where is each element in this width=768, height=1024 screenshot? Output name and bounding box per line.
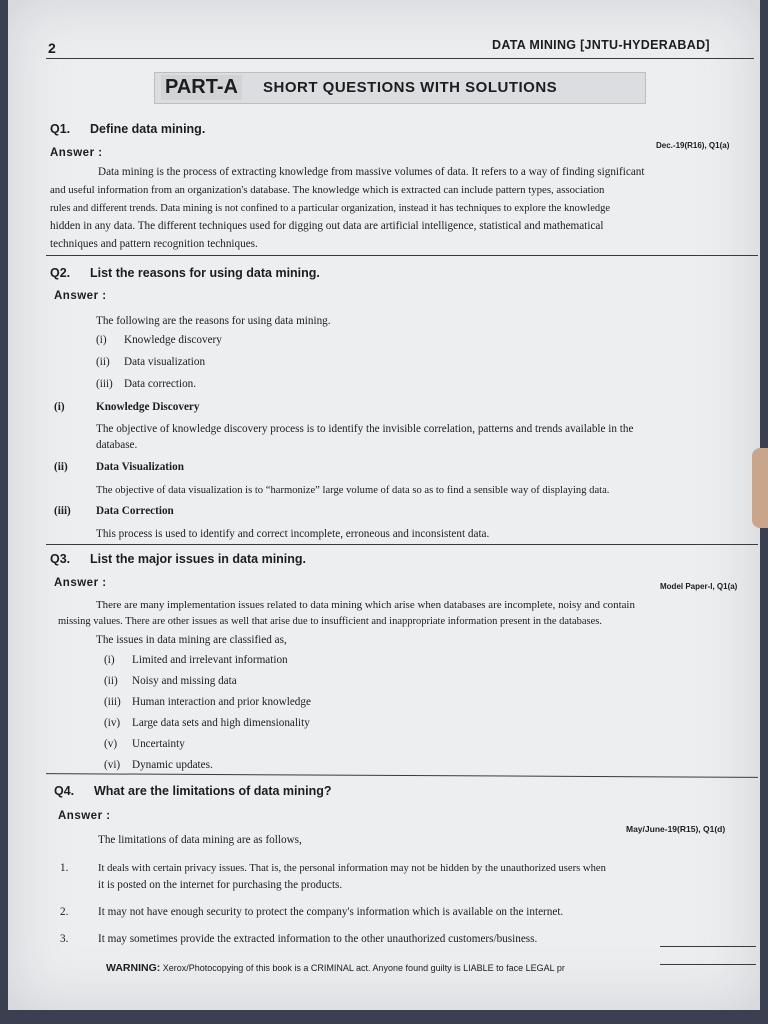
q2-answer-label: Answer :: [54, 290, 107, 302]
footer-warning: [106, 962, 565, 974]
q1-line: and useful information from an organization's database. The knowledge which is extracted can include pattern types, association: [50, 184, 605, 196]
list-item: (iv) Large data sets and high dimensionality: [104, 717, 310, 729]
q3-intro: The issues in data mining are classified as,: [96, 634, 287, 646]
q4-item-text: It deals with certain privacy issues. That is, the personal information may not be hidden by the unauthorized users when: [98, 863, 606, 874]
thumb-shadow: [752, 448, 768, 528]
list-item: (vi) Dynamic updates.: [104, 759, 213, 771]
q2-data-visualization-text: The objective of data visualization is to “harmonize” large volume of data so as to find a sensible way of displaying data.: [96, 485, 610, 496]
q1-answer-label: Answer :: [50, 147, 103, 159]
document-page: [8, 0, 760, 1010]
q2-subheading-data-visualization: (ii) Data Visualization: [54, 461, 184, 473]
q1-line: techniques and pattern recognition techniques.: [50, 238, 258, 250]
q1-line: Data mining is the process of extracting knowledge from massive volumes of data. It refers to a way of finding significant: [98, 166, 645, 178]
list-item: 1.: [60, 862, 69, 874]
q1-line: hidden in any data. The different techniques used for digging out data are artificial intelligence, statistical and mathematical: [50, 220, 604, 232]
q4-item-text: It may not have enough security to protect the company's information which is available on the internet.: [98, 906, 564, 918]
q2-knowledge-discovery-text: The objective of knowledge discovery process is to identify the invisible correlation, patterns and trends available in the: [96, 423, 634, 435]
q3-answer-line: There are many implementation issues related to data mining which arise when databases are incomplete, noisy and contain: [96, 599, 635, 611]
q2-subheading-knowledge-discovery: (i) Knowledge Discovery: [54, 401, 200, 413]
q2-rule: [46, 544, 758, 545]
q4-heading: [54, 784, 332, 798]
q3-reference: Model Paper-I, Q1(a): [660, 582, 738, 591]
q4-item-text: It may sometimes provide the extracted information to the other unauthorized customers/business.: [98, 933, 538, 945]
section-banner: [154, 72, 646, 104]
footer-line: [660, 964, 756, 965]
q2-data-correction-text: This process is used to identify and correct incomplete, erroneous and inconsistent data.: [96, 528, 490, 540]
list-item: 3.: [60, 933, 69, 945]
q2-intro: The following are the reasons for using data mining.: [96, 315, 331, 327]
list-item: (i) Limited and irrelevant information: [104, 654, 288, 666]
q3-rule: [46, 773, 758, 778]
q2-question: List the reasons for using data mining.: [90, 266, 320, 280]
q4-number: Q4.: [54, 784, 75, 798]
warning-label: WARNING:: [106, 962, 161, 974]
list-item: (ii) Data visualization: [96, 356, 206, 368]
q1-line: rules and different trends. Data mining is not confined to a particular organization, instead it has techniques to explore the knowledge: [50, 203, 611, 214]
warning-text: Xerox/Photocopying of this book is a CRIMINAL act. Anyone found guilty is LIABLE to face LEGAL pr: [162, 963, 565, 973]
q2-heading: [50, 266, 320, 280]
section-tag: PART-A: [161, 75, 242, 100]
q4-intro: The limitations of data mining are as follows,: [98, 834, 302, 846]
q4-reference: May/June-19(R15), Q1(d): [626, 824, 726, 834]
q2-number: Q2.: [50, 266, 71, 280]
footer-line: [660, 946, 756, 947]
list-item: (v) Uncertainty: [104, 738, 185, 750]
q1-number: Q1.: [50, 122, 71, 136]
q1-heading: [50, 122, 205, 136]
running-title: DATA MINING [JNTU-HYDERABAD]: [492, 38, 710, 52]
q1-reference: Dec.-19(R16), Q1(a): [656, 141, 730, 150]
q3-answer-label: Answer :: [54, 577, 107, 589]
section-title: SHORT QUESTIONS WITH SOLUTIONS: [263, 79, 558, 96]
q3-number: Q3.: [50, 552, 71, 566]
q2-subheading-data-correction: (iii) Data Correction: [54, 505, 174, 517]
list-item: (ii) Noisy and missing data: [104, 675, 237, 687]
list-item: (i) Knowledge discovery: [96, 334, 222, 346]
q3-question: List the major issues in data mining.: [90, 552, 307, 566]
q3-answer-line: missing values. There are other issues as well that arise due to insufficient and inappropriate information present in the databases.: [58, 616, 602, 627]
q4-answer-label: Answer :: [58, 810, 111, 822]
q1-question: Define data mining.: [90, 122, 206, 136]
q2-knowledge-discovery-text: database.: [96, 439, 138, 451]
header-rule: [46, 58, 754, 59]
q1-rule: [46, 255, 758, 256]
list-item: (iii) Human interaction and prior knowledge: [104, 696, 311, 708]
q4-question: What are the limitations of data mining?: [94, 784, 332, 798]
q4-item-text: it is posted on the internet for purchasing the products.: [98, 879, 343, 891]
page-number: 2: [48, 40, 56, 56]
q3-heading: [50, 552, 306, 566]
list-item: (iii) Data correction.: [96, 378, 197, 390]
list-item: 2.: [60, 906, 69, 918]
